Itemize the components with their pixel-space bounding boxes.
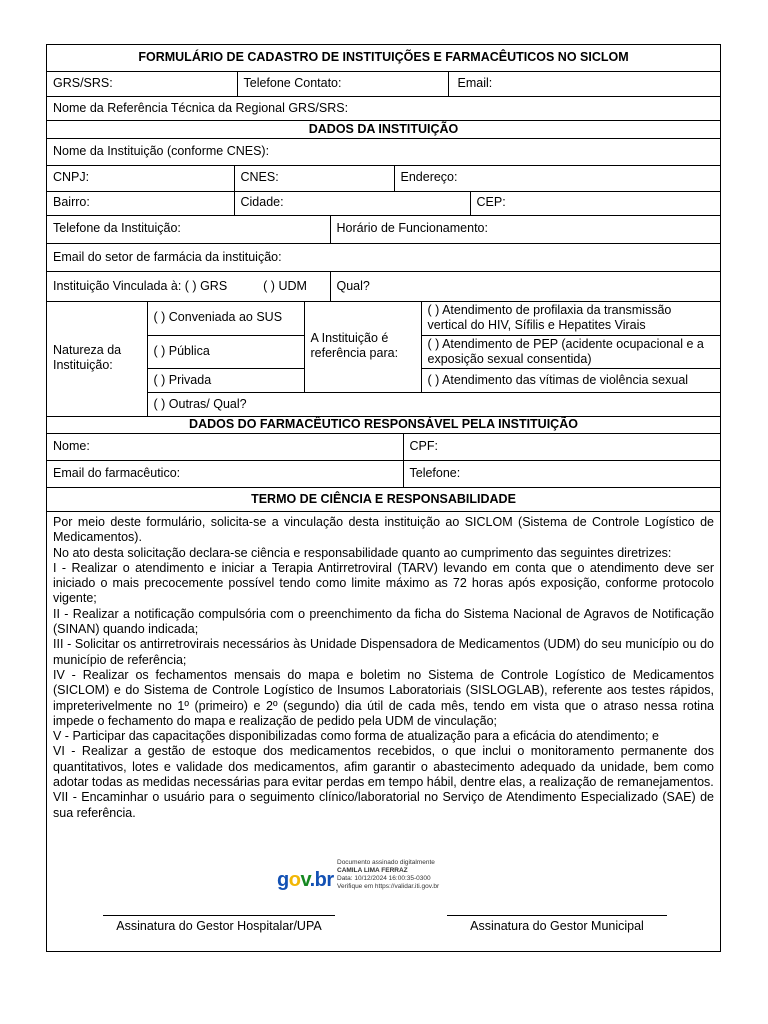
terms-item: I - Realizar o atendimento e iniciar a Terapia Antirretroviral (TARV) levando em conta que o atendimento deve ser iniciado o mais precocemente possível tendo como limite máximo as 72 horas após exposição, conforme protocolo vigente; — [53, 560, 714, 606]
pharmacist-name-field[interactable]: Nome: — [47, 433, 403, 460]
terms-item: VI - Realizar a gestão de estoque dos medicamentos recebidos, o que inclui o monitoramento permanente dos quantitativos, lotes e validade dos medicamentos, afim garantir o abastecimento adequado da unidade, bem como adotar todas as medidas necessárias para evitar perdas em tempo hábil, dentre elas, a realização de remanejamentos. — [53, 744, 714, 790]
stamp-text — [337, 859, 439, 891]
pharmacist-table — [47, 416, 720, 512]
cpf-field[interactable]: CPF: — [403, 433, 720, 460]
reference-option-vertical[interactable]: ( ) Atendimento de profilaxia da transmissão vertical do HIV, Sífilis e Hepatites Virais — [421, 301, 720, 335]
nature-option-sus[interactable]: ( ) Conveniada ao SUS — [147, 301, 304, 335]
institution-section-title: DADOS DA INSTITUIÇÃO — [47, 120, 720, 138]
terms-item: V - Participar das capacitações disponibilizadas como forma de atualização para a eficácia do atendimento; e — [53, 729, 659, 744]
grs-field[interactable]: GRS/SRS: — [47, 71, 237, 96]
district-table — [47, 191, 720, 216]
nature-option-private[interactable]: ( ) Privada — [147, 368, 304, 392]
email-field[interactable]: Email: — [448, 71, 720, 96]
govbr-logo: gov.br — [277, 869, 334, 891]
which-field[interactable]: Qual? — [330, 271, 720, 301]
tech-ref-name-field[interactable]: Nome da Referência Técnica da Regional GRS/SRS: — [47, 96, 720, 120]
institution-table — [47, 165, 720, 192]
nature-table — [47, 301, 720, 417]
title-table — [47, 45, 720, 166]
terms-intro: Por meio deste formulário, solicita-se a vinculação desta instituição ao SICLOM (Sistema de Controle Logístico de Medicamentos). — [53, 515, 714, 545]
address-field[interactable]: Endereço: — [394, 165, 720, 191]
nature-label: Natureza da Instituição: — [47, 301, 147, 416]
terms-section-title: TERMO DE CIÊNCIA E RESPONSABILIDADE — [47, 487, 720, 511]
district-field[interactable]: Bairro: — [47, 191, 234, 215]
stamp-signer: CAMILA LIMA FERRAZ — [337, 867, 408, 874]
city-field[interactable]: Cidade: — [234, 191, 470, 215]
stamp-line: Documento assinado digitalmente — [337, 859, 435, 866]
opening-hours-field[interactable]: Horário de Funcionamento: — [330, 215, 720, 243]
cep-field[interactable]: CEP: — [470, 191, 720, 215]
cnes-field[interactable]: CNES: — [234, 165, 394, 191]
linked-to-field[interactable] — [47, 271, 330, 301]
terms-item: III - Solicitar os antirretrovirais necessários às Unidade Dispensadora de Medicamentos (UDM) do seu município ou do município de referência; — [53, 637, 714, 667]
institution-phone-field[interactable]: Telefone da Instituição: — [47, 215, 330, 243]
cnpj-field[interactable]: CNPJ: — [47, 165, 234, 191]
phone-table — [47, 215, 720, 302]
signature-label-hospital: Assinatura do Gestor Hospitalar/UPA — [116, 919, 322, 933]
linked-udm-option[interactable]: ( ) UDM — [263, 278, 307, 293]
pharmacist-section-title: DADOS DO FARMACÊUTICO RESPONSÁVEL PELA INSTITUIÇÃO — [47, 416, 720, 433]
pharmacist-phone-field[interactable]: Telefone: — [403, 460, 720, 487]
pharmacist-email-field[interactable]: Email do farmacêutico: — [47, 460, 403, 487]
registration-form — [46, 44, 721, 952]
stamp-date: Data: 10/12/2024 16:00:35-0300 — [337, 875, 431, 882]
digital-signature-stamp — [277, 859, 577, 903]
pharmacy-email-field[interactable]: Email do setor de farmácia da instituição: — [47, 243, 720, 271]
reference-option-violence[interactable]: ( ) Atendimento das vítimas de violência sexual — [421, 368, 720, 392]
signature-label-municipal: Assinatura do Gestor Municipal — [470, 919, 644, 933]
stamp-verify-link[interactable]: Verifique em https://validar.iti.gov.br — [337, 883, 440, 890]
terms-item: IV - Realizar os fechamentos mensais do mapa e boletim no Sistema de Controle Logístico de Medicamentos (SICLOM) e do Sistema de Controle Logístico de Insumos Laboratoriais (SISLOGLAB), referente aos testes rápidos, impreterivelmente no 1º (primeiro) e 2º (segundo) dia útil de cada mês, tendo em vista que o atraso nessa rotina impede o fechamento do mapa e realização de pedido pela UDM de vinculação; — [53, 667, 714, 728]
terms-item: II - Realizar a notificação compulsória com o preenchimento da ficha do Sistema Nacional de Agravos de Notificação (SINAN) quando indicada; — [53, 606, 714, 637]
signature-line-right — [447, 915, 667, 916]
terms-text — [47, 515, 720, 821]
nature-option-other[interactable]: ( ) Outras/ Qual? — [147, 392, 720, 416]
nature-option-public[interactable]: ( ) Pública — [147, 335, 304, 368]
terms-declaration: No ato desta solicitação declara-se ciência e responsabilidade quanto ao cumprimento das seguintes diretrizes: — [53, 545, 672, 560]
institution-name-field[interactable]: Nome da Instituição (conforme CNES): — [47, 138, 720, 165]
contact-phone-field[interactable]: Telefone Contato: — [237, 71, 448, 96]
reference-option-pep[interactable]: ( ) Atendimento de PEP (acidente ocupacional e a exposição sexual consentida) — [421, 335, 720, 368]
form-title: FORMULÁRIO DE CADASTRO DE INSTITUIÇÕES E FARMACÊUTICOS NO SICLOM — [47, 45, 720, 71]
linked-grs-option[interactable]: Instituição Vinculada à: ( ) GRS — [53, 278, 228, 293]
signature-line-left — [103, 915, 335, 916]
reference-label: A Instituição é referência para: — [304, 301, 421, 392]
terms-item: VII - Encaminhar o usuário para o seguimento clínico/laboratorial no Serviço de Atendimento Especializado (SAE) de sua referência. — [53, 790, 714, 820]
